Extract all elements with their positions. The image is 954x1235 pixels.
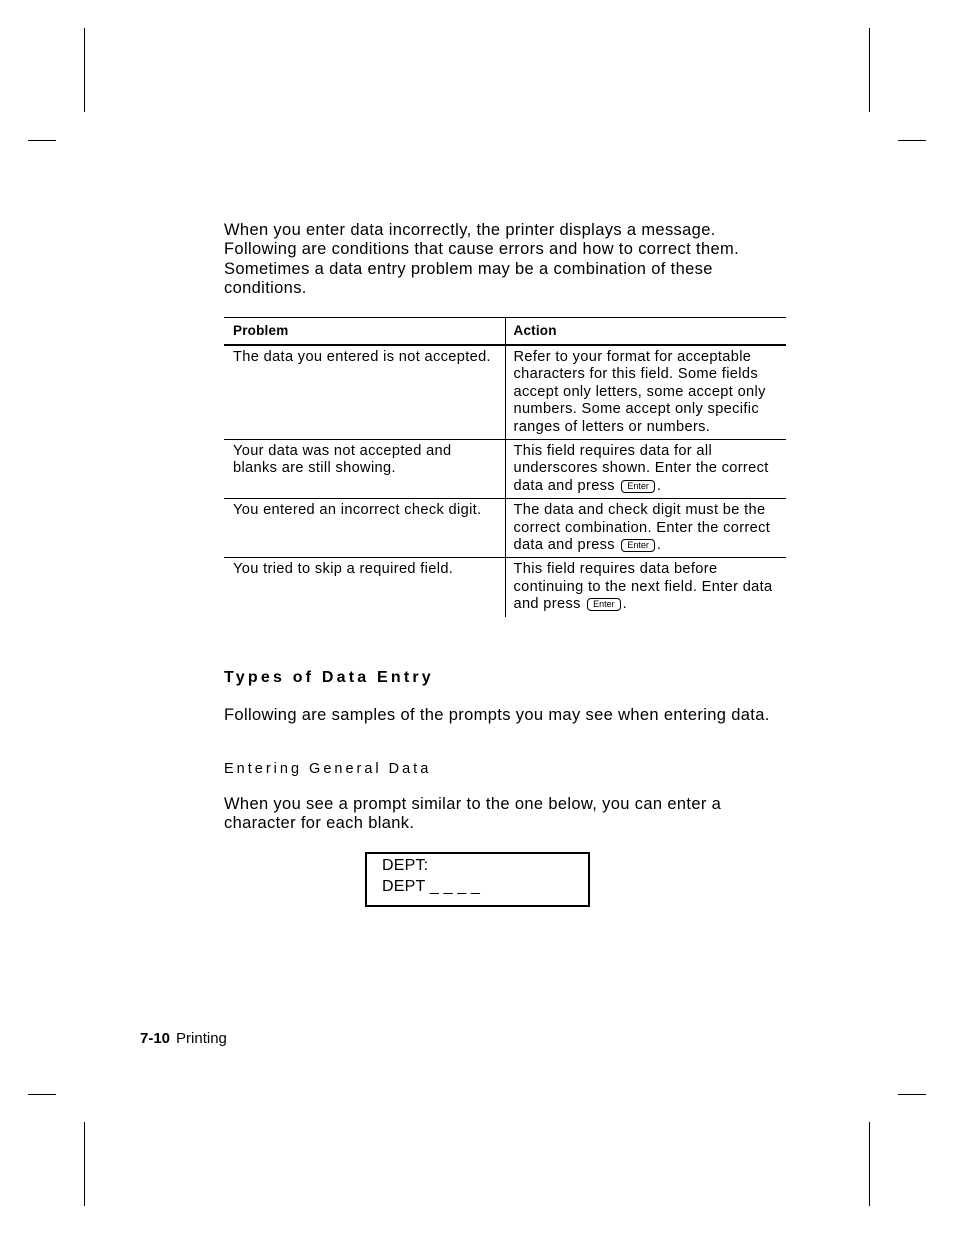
crop-mark	[869, 1122, 870, 1206]
action-end: .	[656, 537, 662, 554]
table-row	[224, 499, 786, 558]
crop-mark	[869, 28, 870, 112]
problem-cell: The data you entered is not accepted.	[224, 345, 505, 440]
problem-cell: You entered an incorrect check digit.	[224, 499, 505, 558]
enter-key-icon: Enter	[587, 598, 621, 611]
error-table	[224, 317, 786, 617]
action-end: .	[656, 477, 662, 494]
page-number: 7-10	[140, 1030, 171, 1047]
crop-mark	[84, 28, 85, 112]
crop-mark	[84, 1122, 85, 1206]
prompt-intro-paragraph: When you see a prompt similar to the one below, you can enter a character for each blank.	[224, 795, 722, 833]
table-header-row	[224, 318, 786, 346]
problem-cell: Your data was not accepted and blanks are still showing.	[224, 440, 505, 499]
action-cell	[505, 558, 786, 617]
subsection-heading-general: Entering General Data	[224, 761, 432, 777]
header-action: Action	[505, 318, 786, 346]
action-text: Refer to your format for acceptable characters for this field. Some fields accept only letters, some accept only numbers. Some accept only specific ranges of letters or numbers.	[513, 349, 766, 435]
problem-cell: You tried to skip a required field.	[233, 561, 454, 578]
action-cell	[505, 440, 786, 499]
display-prompt-box	[365, 852, 590, 907]
crop-mark	[898, 1094, 926, 1095]
action-text: This field requires data before continuing to the next field. Enter data and press	[513, 561, 773, 613]
table-row	[224, 345, 786, 440]
action-text: This field requires data for all underscores shown. Enter the correct data and press	[513, 443, 769, 494]
prompt-line-2: DEPT _ _ _ _	[382, 877, 481, 895]
action-cell	[505, 499, 786, 558]
section-name: Printing	[176, 1030, 227, 1047]
action-cell	[505, 345, 786, 440]
enter-key-icon: Enter	[621, 539, 655, 552]
page-footer	[140, 1030, 227, 1047]
table-row	[224, 558, 786, 617]
crop-mark	[28, 1094, 56, 1095]
header-problem: Problem	[224, 318, 505, 346]
section-heading-types: Types of Data Entry	[224, 669, 434, 686]
crop-mark	[898, 140, 926, 141]
prompt-line-1: DEPT:	[382, 857, 429, 874]
action-text: The data and check digit must be the correct combination. Enter the correct data and press	[513, 502, 771, 554]
action-end: .	[622, 596, 628, 613]
intro-paragraph: When you enter data incorrectly, the printer displays a message. Following are conditions that cause errors and how to correct them. Sometimes a data entry problem may be a combination of these conditions.	[224, 221, 740, 297]
table-row	[224, 440, 786, 499]
enter-key-icon: Enter	[621, 480, 655, 493]
crop-mark	[28, 140, 56, 141]
samples-paragraph: Following are samples of the prompts you may see when entering data.	[224, 706, 770, 724]
